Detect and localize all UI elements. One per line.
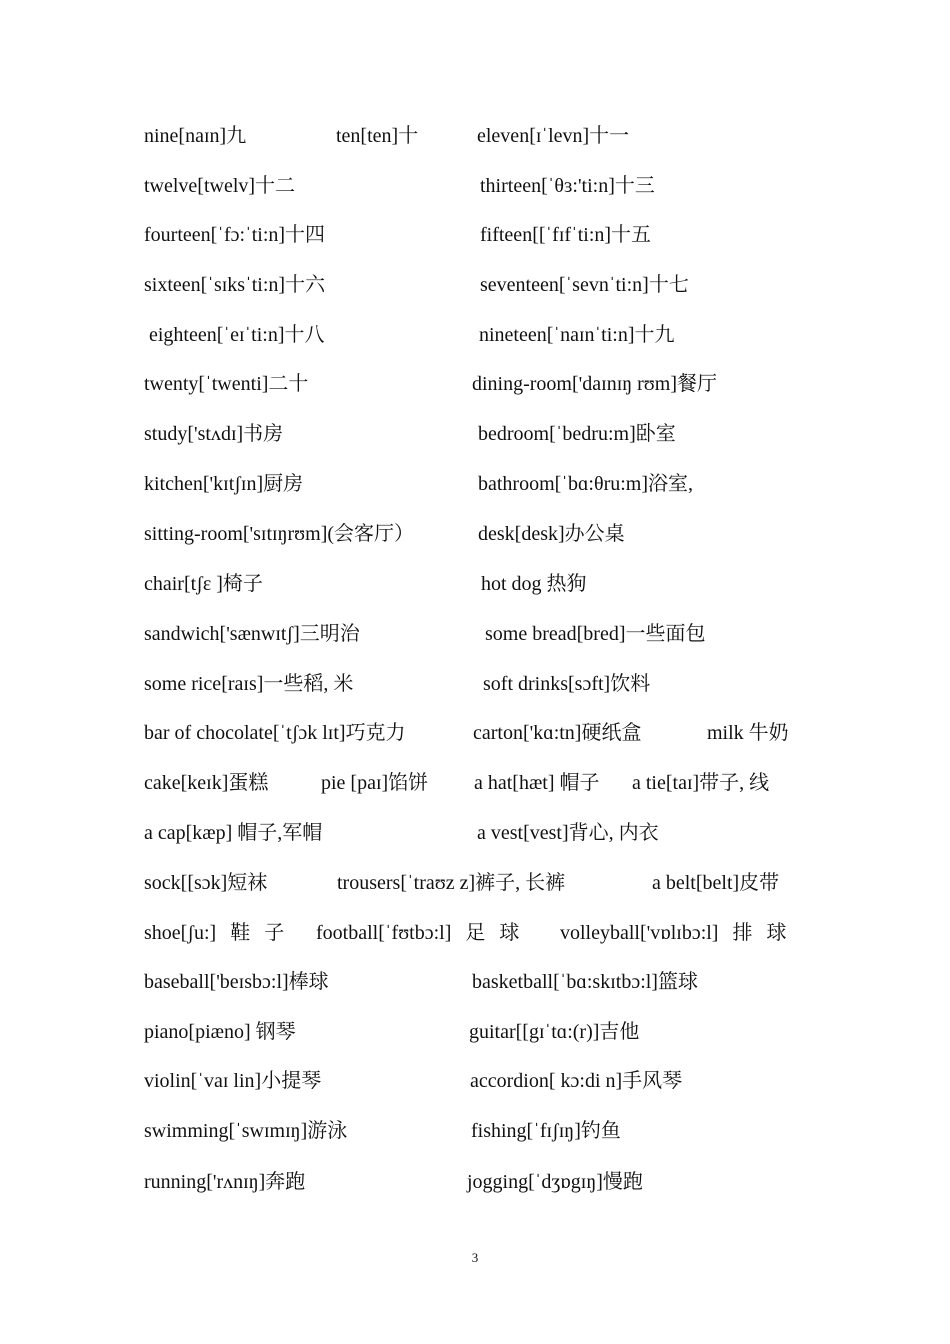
vocab-entry: twenty[ˈtwenti]二十 (144, 373, 309, 395)
vocab-entry: a hat[hæt] 帽子 (474, 772, 600, 794)
vocab-entry: a tie[taɪ]带子, 线 (632, 772, 770, 794)
vocab-line (0, 121, 950, 151)
vocab-line (0, 619, 950, 649)
vocab-entry: study['stʌdɪ]书房 (144, 423, 284, 445)
vocab-entry: baseball['beɪsbɔ:l]棒球 (144, 971, 329, 993)
vocab-entry: eighteen[ˈeɪˈti:n]十八 (144, 324, 325, 346)
vocab-line (0, 967, 950, 997)
vocab-entry: jogging[ˈdʒɒgɪŋ]慢跑 (467, 1171, 643, 1193)
vocab-entry: accordion[ kɔ:di n]手风琴 (470, 1070, 683, 1092)
vocab-line (0, 220, 950, 250)
vocab-entry: violin[ˈvaɪ lin]小提琴 (144, 1070, 322, 1092)
vocab-entry: desk[desk]办公桌 (478, 523, 625, 545)
vocab-entry: bedroom[ˈbedru:m]卧室 (478, 423, 676, 445)
vocab-line (0, 270, 950, 300)
vocab-line (0, 1167, 950, 1197)
vocab-line (0, 369, 950, 399)
vocab-entry: twelve[twelv]十二 (144, 175, 296, 197)
vocab-line (0, 768, 950, 798)
page-number: 3 (471, 1250, 479, 1265)
vocab-line (0, 519, 950, 549)
vocab-entry: ten[ten]十 (336, 125, 419, 147)
vocab-entry: cake[keɪk]蛋糕 (144, 772, 269, 794)
vocab-entry: sandwich['sænwɪtʃ]三明治 (144, 623, 360, 645)
vocab-entry: bar of chocolate[ˈtʃɔk lɪt]巧克力 (144, 722, 406, 744)
vocab-entry: eleven[ɪˈlevn]十一 (477, 125, 630, 147)
vocab-entry: pie [paɪ]馅饼 (321, 772, 429, 794)
vocab-entry: sitting-room['sɪtɪŋrʊm](会客厅） (144, 523, 415, 545)
vocab-entry: running['rʌnɪŋ]奔跑 (144, 1171, 306, 1193)
vocab-line (0, 469, 950, 499)
vocab-entry: milk 牛奶 (707, 722, 789, 744)
vocab-entry: fishing[ˈfɪʃɪŋ]钓鱼 (471, 1120, 621, 1142)
vocab-entry: seventeen[ˈsevnˈti:n]十七 (480, 274, 689, 296)
vocab-entry: hot dog 热狗 (481, 573, 587, 595)
vocab-entry: dining-room['daɪnɪŋ rʊm]餐厅 (472, 373, 717, 395)
vocab-entry: kitchen['kɪtʃɪn]厨房 (144, 473, 304, 495)
vocab-line (0, 818, 950, 848)
vocab-entry: chair[tʃɛ ]椅子 (144, 573, 263, 595)
vocab-entry: fourteen[ˈfɔ:ˈti:n]十四 (144, 224, 326, 246)
vocab-line (0, 669, 950, 699)
vocab-entry: thirteen[ˈθɜ:'ti:n]十三 (480, 175, 655, 197)
vocab-entry: fifteen[[ˈfɪfˈti:n]十五 (480, 224, 652, 246)
vocab-entry: volleyball['vɒlɪbɔ:l] 排 球 (560, 922, 787, 944)
vocab-entry: some rice[raɪs]一些稻, 米 (144, 673, 354, 695)
vocab-line (0, 419, 950, 449)
vocab-line (0, 320, 950, 350)
vocab-entry: some bread[bred]一些面包 (485, 623, 706, 645)
vocab-entry: soft drinks[sɔft]饮料 (483, 673, 651, 695)
vocab-entry: trousers[ˈtraʊz z]裤子, 长裤 (337, 872, 566, 894)
vocab-entry: nine[naɪn]九 (144, 125, 247, 147)
vocab-line (0, 1017, 950, 1047)
vocab-line (0, 918, 950, 948)
vocab-entry: carton['kɑ:tn]硬纸盒 (473, 722, 642, 744)
vocab-entry: a cap[kæp] 帽子,军帽 (144, 822, 323, 844)
vocab-entry: a belt[belt]皮带 (652, 872, 780, 894)
vocab-line (0, 868, 950, 898)
vocab-line (0, 1066, 950, 1096)
vocab-line (0, 718, 950, 748)
vocab-entry: sixteen[ˈsɪksˈti:n]十六 (144, 274, 326, 296)
vocab-entry: a vest[vest]背心, 内衣 (477, 822, 659, 844)
vocab-line (0, 171, 950, 201)
vocab-entry: sock[[sɔk]短袜 (144, 872, 268, 894)
vocab-entry: basketball[ˈbɑ:skɪtbɔ:l]篮球 (472, 971, 698, 993)
vocab-line (0, 569, 950, 599)
vocab-entry: nineteen[ˈnaɪnˈti:n]十九 (479, 324, 675, 346)
vocab-entry: bathroom[ˈbɑ:θru:m]浴室, (478, 473, 693, 495)
vocab-entry: piano[piæno] 钢琴 (144, 1021, 296, 1043)
vocab-line (0, 1116, 950, 1146)
vocab-entry: guitar[[gɪˈtɑ:(r)]吉他 (469, 1021, 640, 1043)
vocab-entry: swimming[ˈswɪmɪŋ]游泳 (144, 1120, 348, 1142)
vocab-entry: shoe[ʃu:] 鞋 子 (144, 922, 285, 944)
vocab-entry: football[ˈfʊtbɔ:l] 足 球 (316, 922, 520, 944)
